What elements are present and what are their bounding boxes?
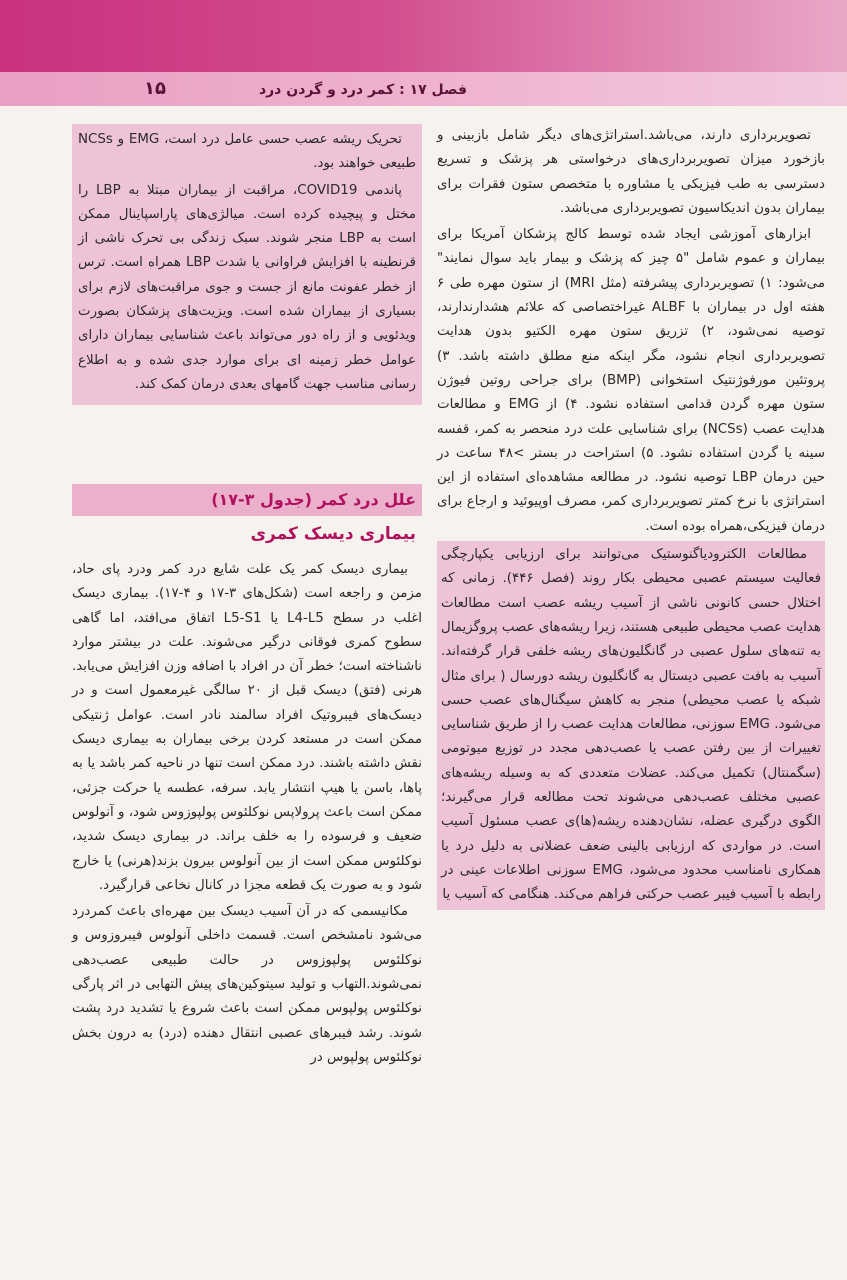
paragraph: پاندمی COVID19، مراقبت از بیماران مبتلا به LBP را مختل و پیچیده کرده است. میالژی‌های پاراسپاینال ممکن است به LBP منجر شوند. سبک زندگی بی تحرک ناشی از قرنطینه با افزایش فراوانی یا شدت LBP همراه است. ترس از خطر عفونت مانع از جست و جوی مراقبت‌های لازم برای بسیاری از بیماران شده است. ویزیت‌های پزشکان بصورت ویدئویی و از راه دور می‌تواند باعث شناسایی بیماران دارای عوامل خطر زمینه ای برای موارد جدی شده و به اطلاع رسانی مناسب جهت گامهای بعدی درمان کمک کند. (78, 182, 416, 392)
section-heading: علل درد کمر (جدول ۳-۱۷) (72, 484, 422, 516)
right-column (437, 124, 825, 912)
left-column-box (72, 124, 422, 405)
left-column-body (72, 558, 422, 1072)
highlighted-paragraph: مطالعات الکترودیاگنوستیک می‌توانند برای ارزیابی یکپارچگی فعالیت سیستم عصبی محیطی بکار روند (فصل ۴۴۶). زمانی که اختلال حسی کانونی ناشی از آسیب ریشه عصب است مطالعات هدایت عصب محیطی طبیعی هستند، زیرا ریشه‌های عصب پروگزیمال به تنه‌های سلول عصبی در گانگلیون‌های ریشه خلفی قرار گرفته‌اند. آسیب به بافت عصبی دیستال به گانگلیون ریشه دورسال ( برای مثال شبکه یا عصب محیطی) منجر به کاهش سیگنال‌های عصب حسی می‌شود. EMG سوزنی، مطالعات هدایت عصب را از طریق شناسایی تغییرات از بین رفتن عصب یا عصب‌دهی مجدد در توزیع میوتومی (سگمنتال) تکمیل می‌کند. عضلات متعددی که به وسیله ریشه‌های عصبی مختلف عصب‌دهی می‌شوند تحت مطالعه قرار می‌گیرند؛ الگوی درگیری عضله، نشان‌دهنده ریشه(ها)ی عصب مسئول آسیب است. در مواردی که ارزیابی بالینی ضعف عضلانی به دلیل درد یا همکاری نامناسب محدود می‌شود، EMG سوزنی اطلاعات عینی در رابطه با آسیب فیبر عصب حرکتی فراهم می‌کند. هنگامی که آسیب یا (437, 541, 825, 909)
top-color-band (0, 0, 847, 72)
paragraph: مکانیسمی که در آن آسیب دیسک بین مهره‌ای باعث کمردرد می‌شود نامشخص است. قسمت داخلی آنولوس فیبروزوس و نوکلئوس پولپوزوس در حالت طبیعی عصب‌دهی نمی‌شوند.التهاب و تولید سیتوکین‌های پیش التهابی در اثر پارگی نوکلئوس پولپوس ممکن است باعث شروع یا تشدید درد پشت شوند. رشد فیبرهای عصبی انتقال دهنده (درد) به درون بخش نوکلئوس پولپوس در (72, 904, 422, 1065)
subsection-heading: بیماری دیسک کمری (250, 524, 416, 544)
page-number: ۱۵ (144, 78, 166, 99)
paragraph: ابزارهای آموزشی ایجاد شده توسط کالج پزشکان آمریکا برای بیماران و عموم شامل "۵ چیز که پزشک و بیمار باید سوال نمایند" می‌شود: ۱) تصویربرداری پیشرفته (مثل MRI) از ستون مهره طی ۶ هفته اول در بیماران با ALBF غیراختصاصی که علائم هشدارندارند، توصیه نمی‌شود، ۲) تزریق ستون مهره الکتیو بدون هدایت تصویربرداری انجام نشود، مگر اینکه منع مطلق داشته باشد. ۳) پروتئین مورفوژنتیک استخوانی (BMP) برای جراحی روتین فیوژن ستون مهره گردن قدامی استفاده نشود. ۴) از EMG و مطالعات هدایت عصب (NCSs) برای شناسایی علت درد منحصر به کمر، قفسه سینه یا گردن استفاده نشود. ۵) استراحت در بستر >۴۸ ساعت در حین درمان LBP توصیه نشود. در مطالعه مشاهده‌ای استفاده از این استراتژی با نرخ کمتر تصویربرداری کمر، مصرف اوپیوئید و ارجاع برای درمان فیزیکی،همراه بوده است. (437, 227, 826, 534)
paragraph: بیماری دیسک کمر یک علت شایع درد کمر ودرد پای حاد، مزمن و راجعه است (شکل‌های ۳-۱۷ و ۴-۱۷). بیماری دیسک اغلب در سطح L4-L5 یا L5-S1 اتفاق می‌افتد، اما گاهی سطوح کمری فوقانی درگیر می‌شوند. علت در بیشتر موارد ناشناخته است؛ خطر آن در افراد با اضافه وزن افزایش می‌یابد. هرنی (فتق) دیسک قبل از ۲۰ سالگی غیرمعمول است و در دیسک‌های فیبروتیک افراد سالمند نادر است. عوامل ژنتیکی ممکن است در مستعد کردن برخی بیماران به بیماری دیسک نقش داشته باشند. درد ممکن است تنها در ناحیه کمر باشد یا به پاها، باسن یا هیپ انتشار یابد. سرفه، عطسه یا حرکت جزئی، ممکن است باعث پرولاپس نوکلئوس پولپوزوس شود، و آنولوس ضعیف و فرسوده را به خلف براند. در بیماری دیسک شدید، نوکلئوس ممکن است از بین آنولوس بیرون بزند(هرنی) یا خارج شود و به صورت یک قطعه مجزا در کانال نخاعی قرارگیرد. (72, 562, 422, 893)
chapter-title: فصل ۱۷ : کمر درد و گردن درد (258, 82, 467, 98)
paragraph: تحریک ریشه عصب حسی عامل درد است، EMG و NCSs طبیعی خواهند بود. (78, 132, 416, 172)
paragraph: تصویربرداری دارند، می‌باشد.استراتژی‌های دیگر شامل بازبینی و بازخورد میزان تصویربرداری‌های درخواستی هر پزشک و تسریع دسترسی به طب فیزیکی یا مشاوره با متخصص ستون فقرات برای بیماران بدون اندیکاسیون تصویربرداری می‌باشد. (437, 128, 825, 216)
highlighted-box (72, 124, 422, 405)
